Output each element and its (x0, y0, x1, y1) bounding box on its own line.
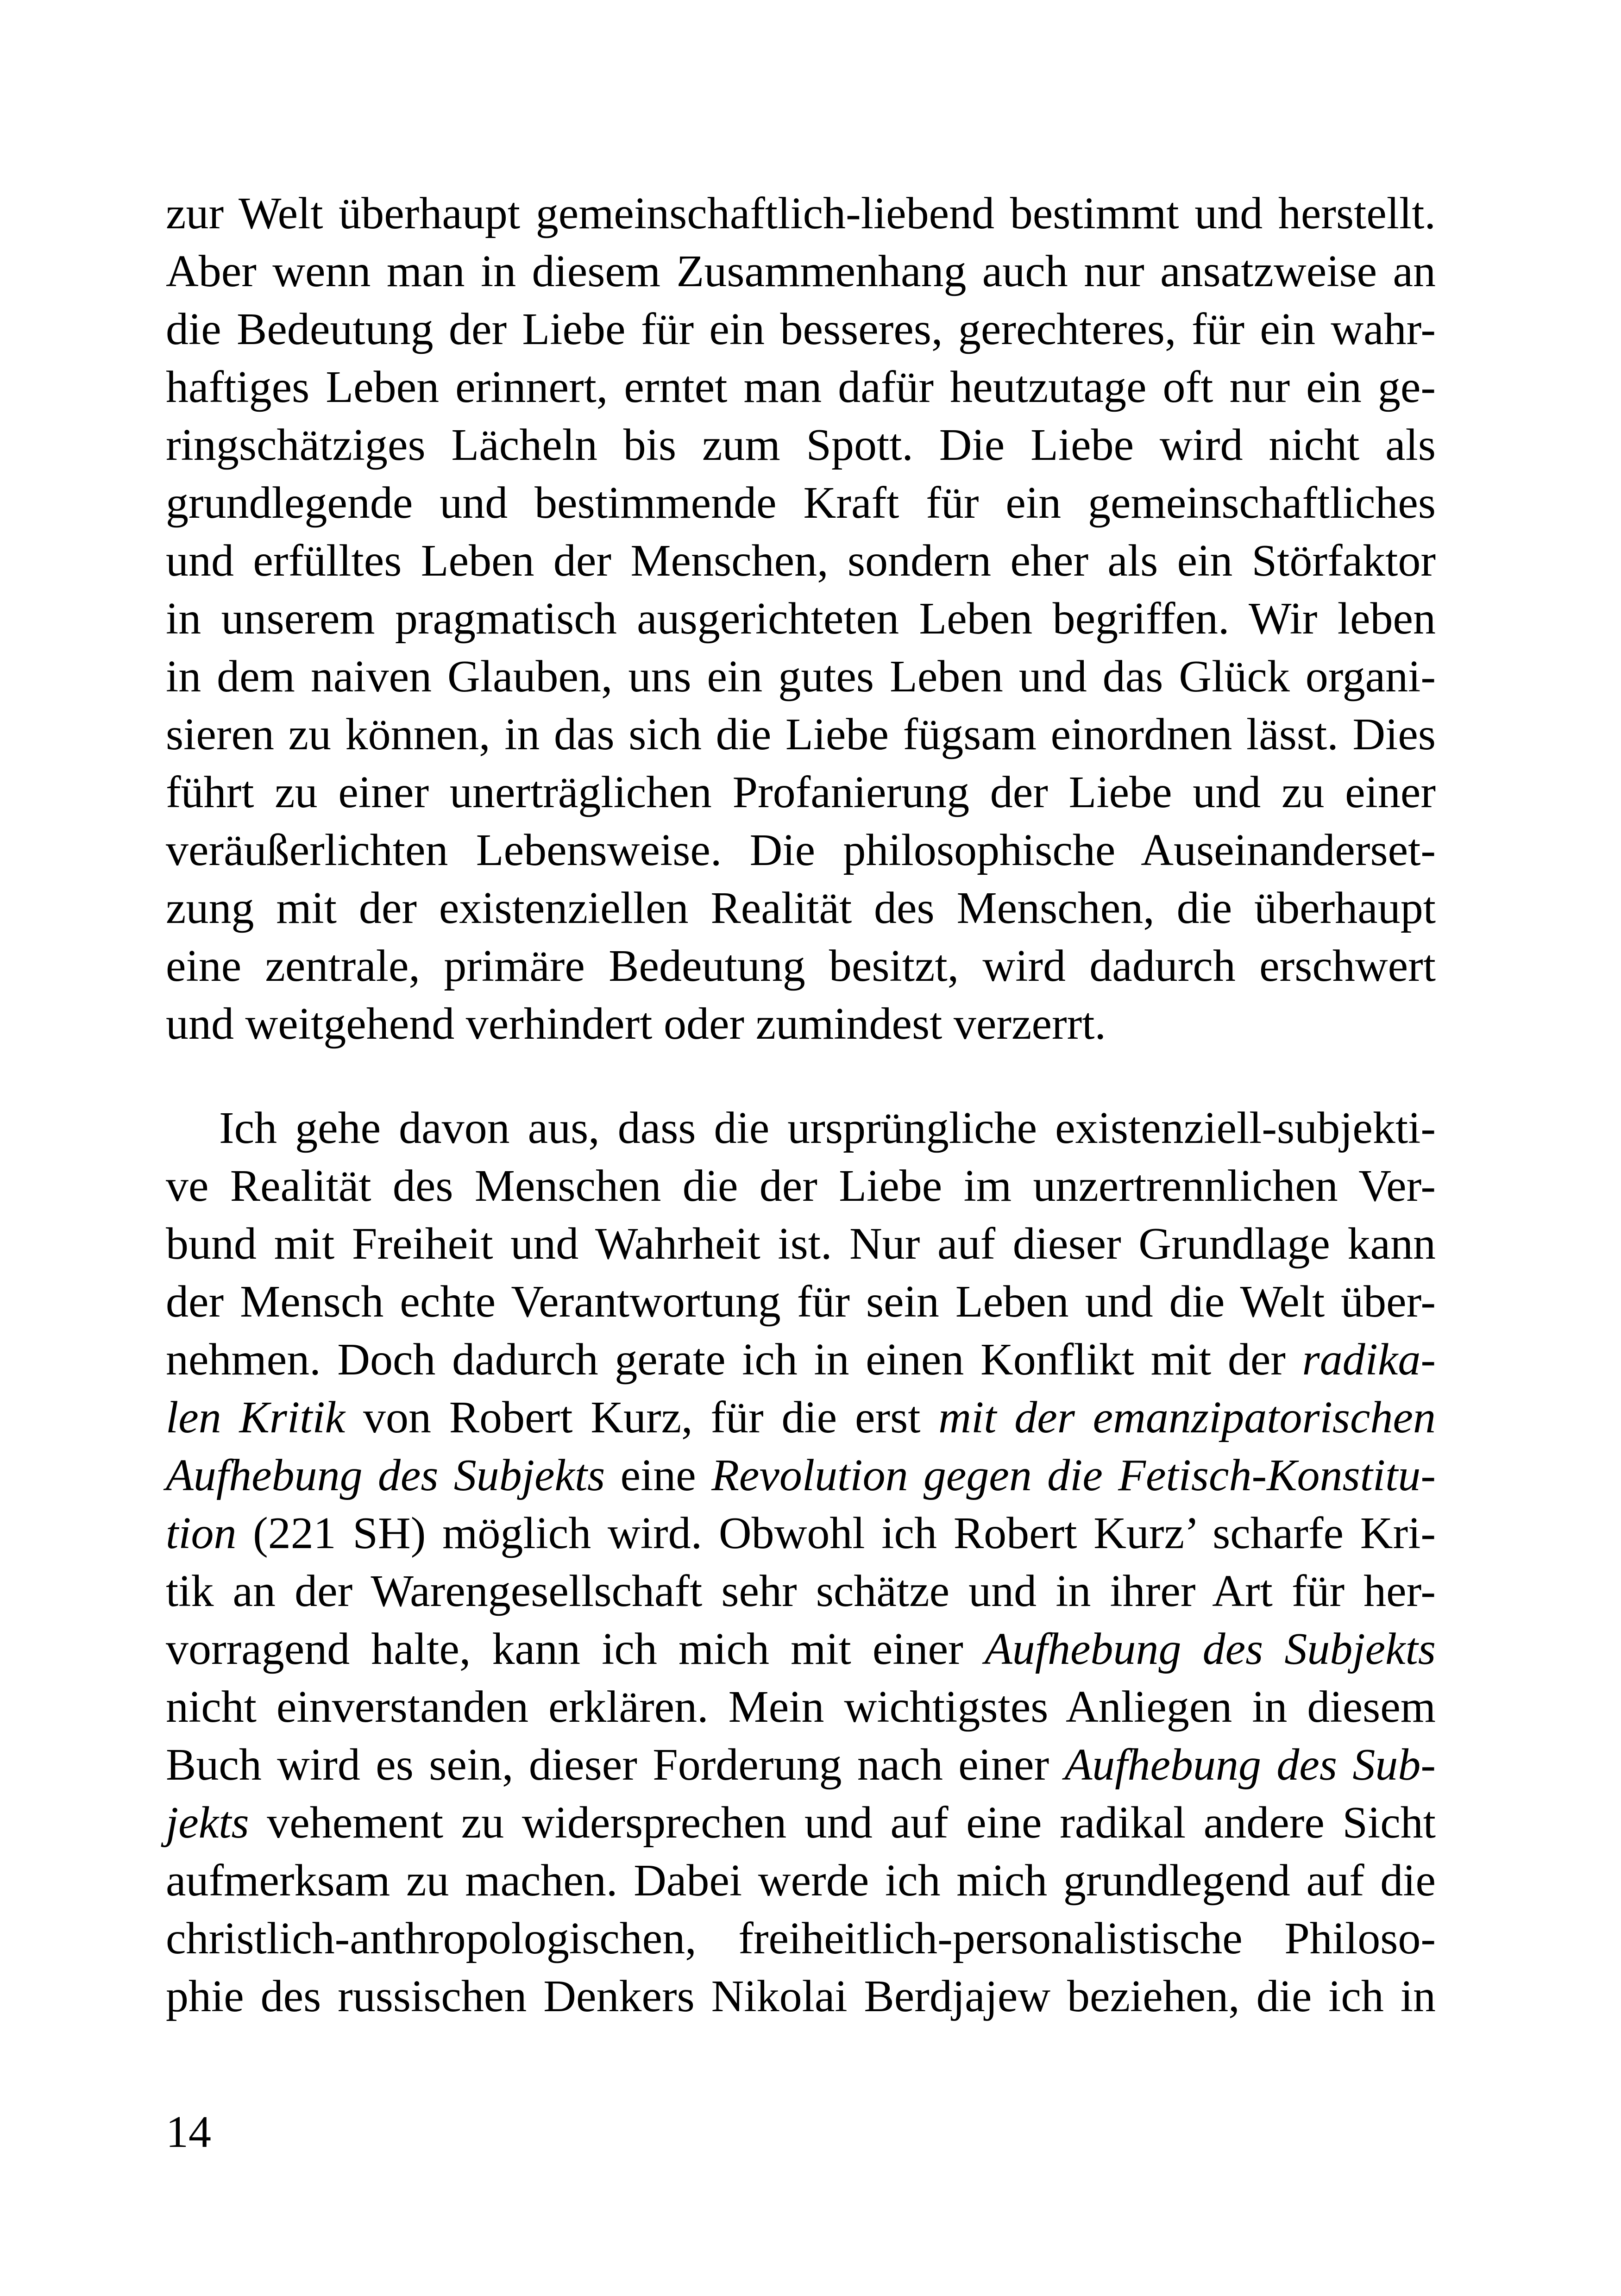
text-line (166, 995, 1436, 1053)
italic-text-segment: Revolution gegen die Fetisch-Konstitu- (711, 1450, 1436, 1500)
text-line (166, 243, 1436, 301)
italic-text-segment: Aufhebung des Subjekts (166, 1450, 605, 1500)
text-line (166, 1331, 1436, 1389)
text-segment: sieren zu können, in das sich die Liebe fügsam einordnen lässt. Dies (166, 709, 1436, 759)
text-segment: Aber wenn man in diesem Zusammenhang auch nur ansatzweise an (166, 246, 1436, 296)
text-segment: vorragend halte, kann ich mich mit einer (166, 1624, 985, 1674)
italic-text-segment: radika- (1302, 1335, 1436, 1385)
italic-text-segment: Aufhebung des Subjekts (984, 1624, 1436, 1674)
italic-text-segment: tion (166, 1508, 237, 1558)
text-segment: führt zu einer unerträglichen Profanierung der Liebe und zu einer (166, 767, 1436, 817)
text-line (166, 706, 1436, 764)
text-segment: und erfülltes Leben der Menschen, sondern eher als ein Störfaktor (166, 536, 1436, 586)
text-line (166, 1157, 1436, 1215)
text-segment: Buch wird es sein, dieser Forderung nach einer (166, 1740, 1065, 1790)
paragraph (166, 185, 1436, 1053)
paragraph (166, 1099, 1436, 2026)
text-line (166, 416, 1436, 474)
text-segment: zur Welt überhaupt gemeinschaftlich-liebend bestimmt und herstellt. (166, 188, 1436, 238)
text-segment: Ich gehe davon aus, dass die ursprüngliche existenziell-subjekti- (219, 1103, 1436, 1153)
text-segment: vehement zu widersprechen und auf eine radikal andere Sicht (249, 1798, 1436, 1848)
text-segment: bund mit Freiheit und Wahrheit ist. Nur auf dieser Grundlage kann (166, 1219, 1436, 1269)
text-line (166, 474, 1436, 532)
text-line (166, 648, 1436, 706)
text-line (166, 1968, 1436, 2026)
text-segment: ringschätziges Lächeln bis zum Spott. Die Liebe wird nicht als (166, 420, 1436, 470)
text-line (166, 185, 1436, 243)
text-segment: nicht einverstanden erklären. Mein wichtigstes Anliegen in diesem (166, 1682, 1436, 1732)
page-number: 14 (166, 2107, 211, 2157)
text-block (166, 185, 1436, 2026)
text-segment: die Bedeutung der Liebe für ein besseres, gerechteres, für ein wahr- (166, 304, 1436, 354)
text-segment: der Mensch echte Verantwortung für sein Leben und die Welt über- (166, 1277, 1436, 1327)
text-line (166, 937, 1436, 995)
text-segment: in dem naiven Glauben, uns ein gutes Leben und das Glück organi- (166, 652, 1436, 702)
italic-text-segment: len Kritik (166, 1393, 346, 1443)
text-segment: (221 SH) möglich wird. Obwohl ich Robert Kurz’ scharfe Kri- (236, 1508, 1436, 1558)
text-line (166, 1562, 1436, 1620)
text-line (166, 1620, 1436, 1678)
text-segment: haftiges Leben erinnert, erntet man dafür heutzutage oft nur ein ge- (166, 362, 1436, 412)
text-segment: und weitgehend verhindert oder zumindest verzerrt. (166, 999, 1106, 1049)
text-line (166, 1678, 1436, 1736)
text-segment: eine (605, 1450, 712, 1500)
italic-text-segment: jekts (166, 1798, 249, 1848)
text-line (166, 590, 1436, 648)
text-line (166, 1505, 1436, 1562)
text-segment: nehmen. Doch dadurch gerate ich in einen Konflikt mit der (166, 1335, 1302, 1385)
text-line (166, 358, 1436, 416)
text-line (166, 822, 1436, 879)
text-line (166, 1736, 1436, 1794)
text-segment: ve Realität des Menschen die der Liebe im unzertrennlichen Ver- (166, 1161, 1436, 1211)
text-line (166, 1852, 1436, 1910)
text-line (166, 1447, 1436, 1505)
text-line (166, 1794, 1436, 1852)
text-line (166, 879, 1436, 937)
text-segment: veräußerlichten Lebensweise. Die philosophische Auseinanderset- (166, 825, 1436, 875)
text-line (166, 1389, 1436, 1447)
text-segment: phie des russischen Denkers Nikolai Berdjajew beziehen, die ich in (166, 1971, 1436, 2021)
text-line (166, 301, 1436, 358)
text-segment: zung mit der existenziellen Realität des Menschen, die überhaupt (166, 883, 1436, 933)
text-line (166, 1910, 1436, 1968)
text-segment: grundlegende und bestimmende Kraft für ein gemeinschaftliches (166, 478, 1436, 528)
text-segment: aufmerksam zu machen. Dabei werde ich mich grundlegend auf die (166, 1856, 1436, 1906)
text-segment: tik an der Warengesellschaft sehr schätze und in ihrer Art für her- (166, 1566, 1436, 1616)
text-segment: eine zentrale, primäre Bedeutung besitzt, wird dadurch erschwert (166, 941, 1436, 991)
text-line (166, 1273, 1436, 1331)
italic-text-segment: mit der emanzipatorischen (938, 1393, 1436, 1443)
text-segment: christlich-anthropologischen, freiheitlich-personalistische Philoso- (166, 1913, 1436, 1964)
italic-text-segment: Aufhebung des Sub- (1064, 1740, 1436, 1790)
text-line (166, 532, 1436, 590)
text-line (166, 764, 1436, 822)
text-segment: von Robert Kurz, für die erst (345, 1393, 939, 1443)
text-segment: in unserem pragmatisch ausgerichteten Leben begriffen. Wir leben (166, 594, 1436, 644)
text-line (166, 1099, 1436, 1157)
text-line (166, 1215, 1436, 1273)
